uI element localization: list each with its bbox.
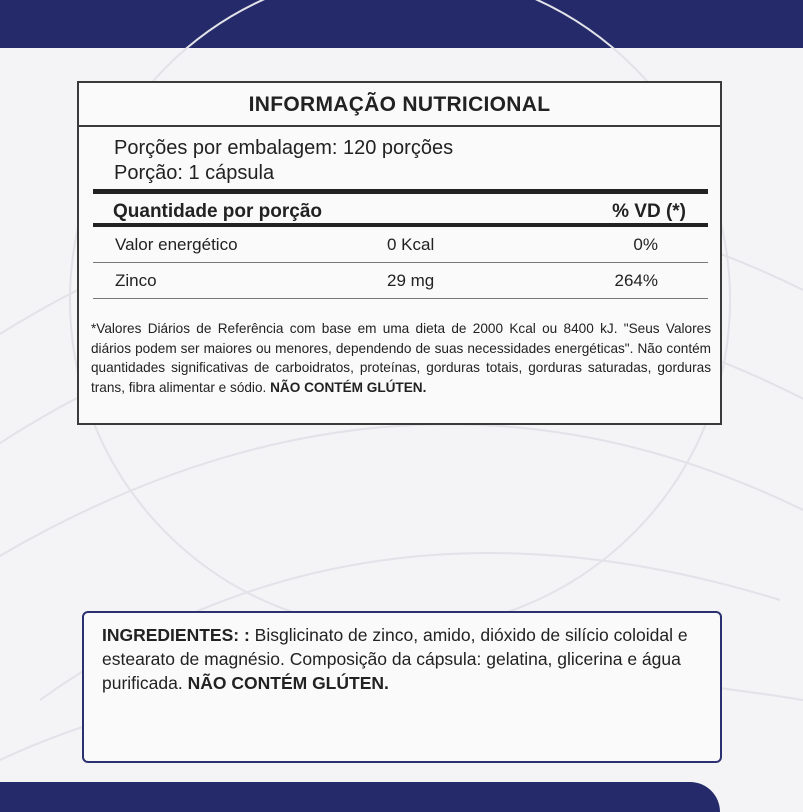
nutrient-name: Valor energético	[115, 235, 238, 254]
dv-header: % VD (*)	[612, 201, 686, 222]
ingredients-label: INGREDIENTES: :	[102, 625, 250, 645]
nutrient-name: Zinco	[115, 271, 157, 290]
nutrient-dv: 264%	[614, 271, 658, 290]
serving-info	[79, 127, 720, 186]
nutrition-title: INFORMAÇÃO NUTRICIONAL	[79, 83, 720, 127]
quantity-header: Quantidade por porção	[113, 201, 323, 222]
table-row	[93, 227, 708, 263]
table-header	[93, 189, 708, 227]
ingredients-paragraph	[102, 623, 700, 695]
gluten-free-note: NÃO CONTÉM GLÚTEN.	[270, 379, 427, 395]
nutrient-amount: 29 mg	[387, 271, 435, 290]
ingredients-box	[82, 611, 722, 763]
nutrient-amount: 0 Kcal	[387, 235, 435, 254]
footnote-text: *Valores Diários de Referência com base em uma dieta de 2000 Kcal ou 8400 kJ. "Seus Valores diários podem ser maiores ou menores, dependendo de suas necessidades energéticas". Não contém quantidades significativas de carboidratos, proteínas, gorduras totais, gorduras saturadas, gorduras trans, fibra alimentar e sódio.	[91, 321, 711, 395]
nutrition-facts-table	[77, 81, 722, 425]
ingredients-text: Bisglicinato de zinco, amido, dióxido de silício coloidal e estearato de magnésio. Composição da cápsula: gelatina, glicerina e água purificada.	[102, 625, 688, 693]
servings-per-package: Porções por embalagem: 120 porções	[114, 137, 454, 159]
serving-size: Porção: 1 cápsula	[114, 162, 275, 184]
ingredients-gluten-note: NÃO CONTÉM GLÚTEN.	[187, 673, 389, 693]
table-row	[93, 263, 708, 299]
bottom-banner	[0, 782, 720, 812]
nutrient-dv: 0%	[633, 235, 658, 254]
footnote	[91, 319, 711, 397]
